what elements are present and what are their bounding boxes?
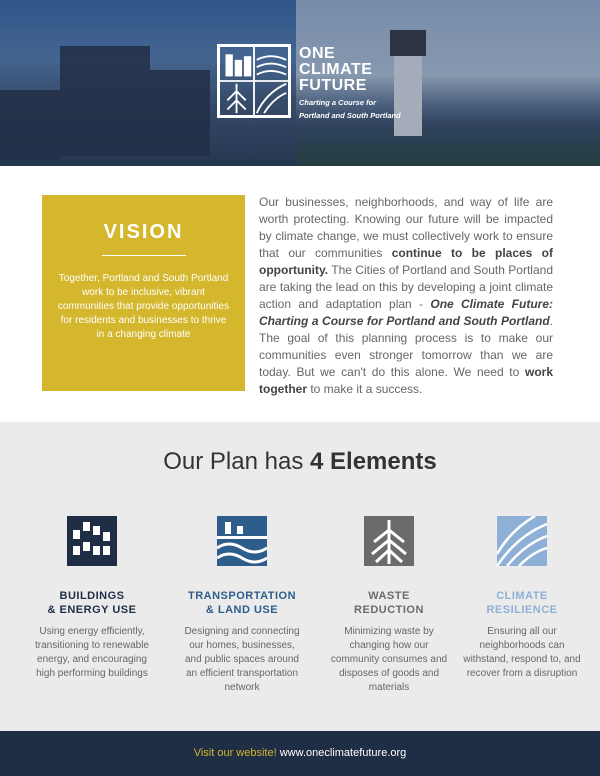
element-title [327, 589, 451, 617]
footer-bar [0, 731, 600, 776]
elements-heading-plain: Our Plan has [163, 448, 310, 475]
element-waste [327, 516, 451, 695]
element-description: Designing and connecting our homes, businesses, and public spaces around an efficient transportation network [184, 626, 300, 693]
element-description: Using energy efficiently, transitioning to renewable energy, and encouraging high performing buildings [35, 626, 149, 679]
element-description: Minimizing waste by changing how our community consumes and disposes of goods and materials [330, 626, 448, 693]
element-title-line: BUILDINGS [59, 590, 125, 602]
logo-mark-icon [217, 44, 291, 118]
element-title-line: REDUCTION [354, 604, 424, 616]
building-icon [67, 516, 117, 566]
logo-tagline-1: Charting a Course for [299, 98, 377, 107]
elements-heading-bold: 4 Elements [310, 448, 437, 475]
intro-text: Our businesses, neighborhoods, and way of life are worth protecting. Knowing our future will be impacted by climate change, we must collectively work to ensure that our communities [259, 195, 553, 260]
element-buildings [30, 516, 154, 681]
element-title-line: WASTE [368, 590, 410, 602]
intro-text: The Cities of Portland and South Portland are taking the lead on this by developing a joint climate action and adaptation plan - [259, 263, 553, 311]
website-link[interactable]: www.oneclimatefuture.org [279, 747, 407, 759]
logo-line-1: ONE [299, 45, 336, 62]
vision-box [42, 195, 245, 391]
logo-wordmark [299, 46, 401, 120]
element-title [180, 589, 304, 617]
logo-tagline-2: Portland and South Portland [299, 111, 401, 120]
element-title [460, 589, 584, 617]
intro-plan-name: One Climate Future: Charting a Course for Portland and South Portland [259, 297, 553, 328]
intro-bold: work together [259, 365, 553, 396]
element-title-line: CLIMATE [496, 590, 548, 602]
element-title-line: TRANSPORTATION [187, 590, 297, 602]
vision-title: VISION [103, 221, 184, 243]
intro-text: . The goal of this planning process is to make our communities even stronger tomorrow than we are today. But we can't do this alone. We need to [259, 314, 553, 379]
footer-cta: Visit our website! [193, 747, 277, 759]
elements-section [0, 422, 600, 731]
intro-bold: continue to be places of opportunity. [259, 246, 553, 277]
element-transportation [180, 516, 304, 695]
wave-icon [497, 516, 547, 566]
tree-icon [364, 516, 414, 566]
element-title [30, 589, 154, 617]
hero-banner [0, 0, 600, 166]
intro-paragraph [259, 194, 553, 398]
bridge-icon [217, 516, 267, 566]
one-climate-future-logo [217, 44, 437, 126]
element-title-line: & LAND USE [205, 604, 279, 616]
vision-statement: Together, Portland and South Portland work to be inclusive, vibrant communities that provide opportunities for residents and businesses to thrive in a changing climate [57, 273, 230, 340]
element-resilience [460, 516, 584, 681]
elements-heading [0, 448, 600, 476]
element-title-line: & ENERGY USE [47, 604, 137, 616]
intro-text: to make it a success. [307, 382, 423, 396]
vision-divider [102, 255, 186, 256]
logo-line-2: CLIMATE [299, 61, 373, 78]
element-description: Ensuring all our neighborhoods can withstand, respond to, and recover from a disruption [463, 626, 581, 679]
element-title-line: RESILIENCE [486, 604, 558, 616]
logo-line-3: FUTURE [299, 77, 367, 94]
